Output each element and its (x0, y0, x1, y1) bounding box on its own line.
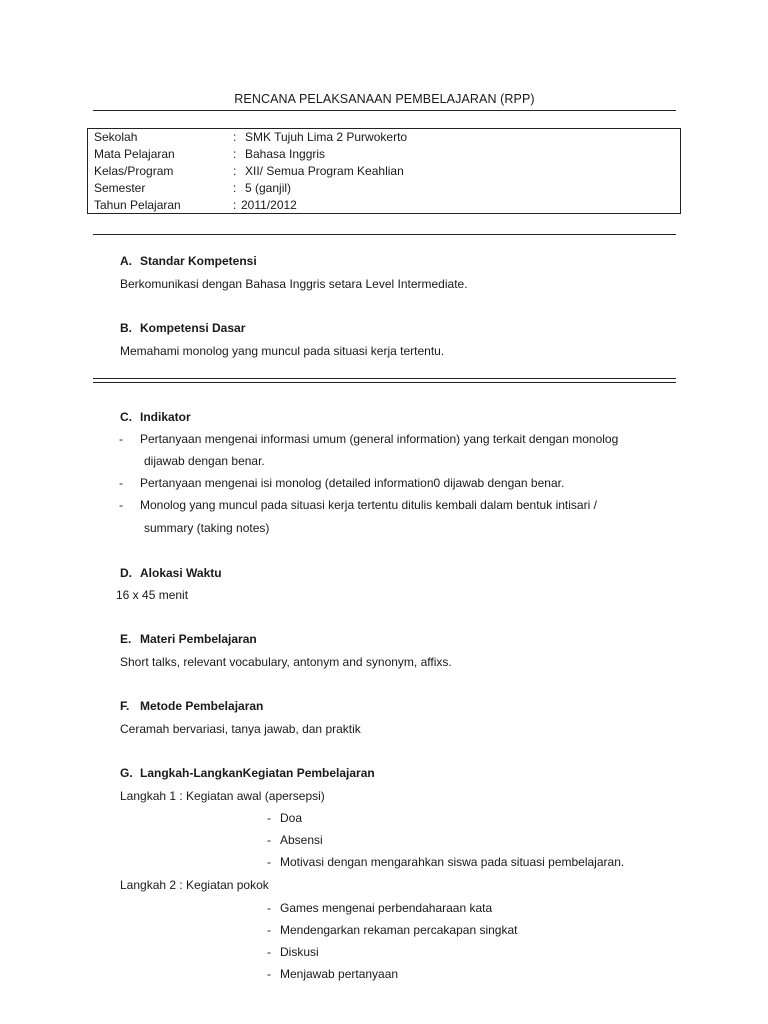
bullet-dash: - (119, 476, 123, 490)
identity-colon: : (233, 147, 237, 161)
identity-colon: : (233, 130, 237, 144)
identity-colon: : (233, 164, 237, 178)
indicator-item-continuation: dijawab dengan benar. (144, 454, 265, 468)
section-g-heading (120, 766, 375, 780)
section-title: Langkah-LangkanKegiatan Pembelajaran (140, 766, 375, 780)
section-number: G. (120, 766, 133, 780)
section-title: Standar Kompetensi (140, 254, 257, 268)
bullet-dash: - (267, 901, 271, 915)
section-e-text: Short talks, relevant vocabulary, antonym and synonym, affixs. (120, 655, 452, 669)
step-label: Langkah 1 : Kegiatan awal (apersepsi) (120, 789, 325, 803)
double-divider-top (93, 378, 676, 379)
identity-key: Tahun Pelajaran (94, 198, 181, 212)
identity-value: XII/ Semua Program Keahlian (245, 164, 404, 178)
bullet-dash: - (267, 855, 271, 869)
section-c-heading (120, 410, 191, 424)
section-divider (93, 234, 676, 235)
section-d-text: 16 x 45 menit (116, 588, 189, 602)
section-title: Metode Pembelajaran (140, 699, 264, 713)
section-number: A. (120, 254, 132, 268)
section-a-heading (120, 254, 257, 268)
section-number: D. (120, 566, 132, 580)
section-f-heading (120, 699, 263, 713)
section-b-heading (120, 321, 245, 335)
identity-box (87, 128, 681, 214)
section-a-text: Berkomunikasi dengan Bahasa Inggris setara Level Intermediate. (120, 277, 468, 291)
step-label: Langkah 2 : Kegiatan pokok (120, 878, 269, 892)
bullet-dash: - (267, 945, 271, 959)
bullet-dash: - (267, 833, 271, 847)
bullet-dash: - (267, 811, 271, 825)
identity-value: Bahasa Inggris (245, 147, 326, 161)
step-item: Motivasi dengan mengarahkan siswa pada situasi pembelajaran. (280, 855, 625, 869)
bullet-dash: - (267, 923, 271, 937)
document-title: RENCANA PELAKSANAAN PEMBELAJARAN (RPP) (234, 92, 535, 106)
section-number: B. (120, 321, 132, 335)
step-item: Menjawab pertanyaan (280, 967, 399, 981)
bullet-dash: - (119, 432, 123, 446)
identity-key: Mata Pelajaran (94, 147, 175, 161)
section-title: Materi Pembelajaran (140, 632, 257, 646)
bullet-dash: - (119, 498, 123, 512)
section-title: Indikator (140, 410, 191, 424)
indicator-item: Pertanyaan mengenai isi monolog (detailed information0 dijawab dengan benar. (140, 476, 565, 490)
identity-key: Sekolah (94, 130, 138, 144)
step-item: Diskusi (280, 945, 319, 959)
section-d-heading (120, 566, 222, 580)
bullet-dash: - (267, 967, 271, 981)
step-item: Games mengenai perbendaharaan kata (280, 901, 493, 915)
indicator-item-continuation: summary (taking notes) (144, 521, 270, 535)
section-number: E. (120, 632, 132, 646)
identity-key: Semester (94, 181, 146, 195)
section-b-text: Memahami monolog yang muncul pada situasi kerja tertentu. (120, 344, 445, 358)
double-divider-bottom (93, 382, 676, 383)
identity-colon: : (233, 198, 237, 212)
step-item: Mendengarkan rekaman percakapan singkat (280, 923, 518, 937)
section-number: F. (120, 699, 130, 713)
identity-value: 5 (ganjil) (245, 181, 292, 195)
indicator-item: Monolog yang muncul pada situasi kerja tertentu ditulis kembali dalam bentuk intisari / (140, 498, 597, 512)
identity-value: SMK Tujuh Lima 2 Purwokerto (245, 130, 408, 144)
indicator-item: Pertanyaan mengenai informasi umum (general information) yang terkait dengan monolog (140, 432, 619, 446)
identity-value: 2011/2012 (241, 198, 297, 212)
section-f-text: Ceramah bervariasi, tanya jawab, dan praktik (120, 722, 361, 736)
title-underline (93, 110, 676, 111)
step-item: Absensi (280, 833, 323, 847)
section-title: Alokasi Waktu (140, 566, 222, 580)
section-number: C. (120, 410, 132, 424)
section-title: Kompetensi Dasar (140, 321, 246, 335)
step-item: Doa (280, 811, 303, 825)
identity-key: Kelas/Program (94, 164, 174, 178)
section-e-heading (120, 632, 257, 646)
identity-colon: : (233, 181, 237, 195)
